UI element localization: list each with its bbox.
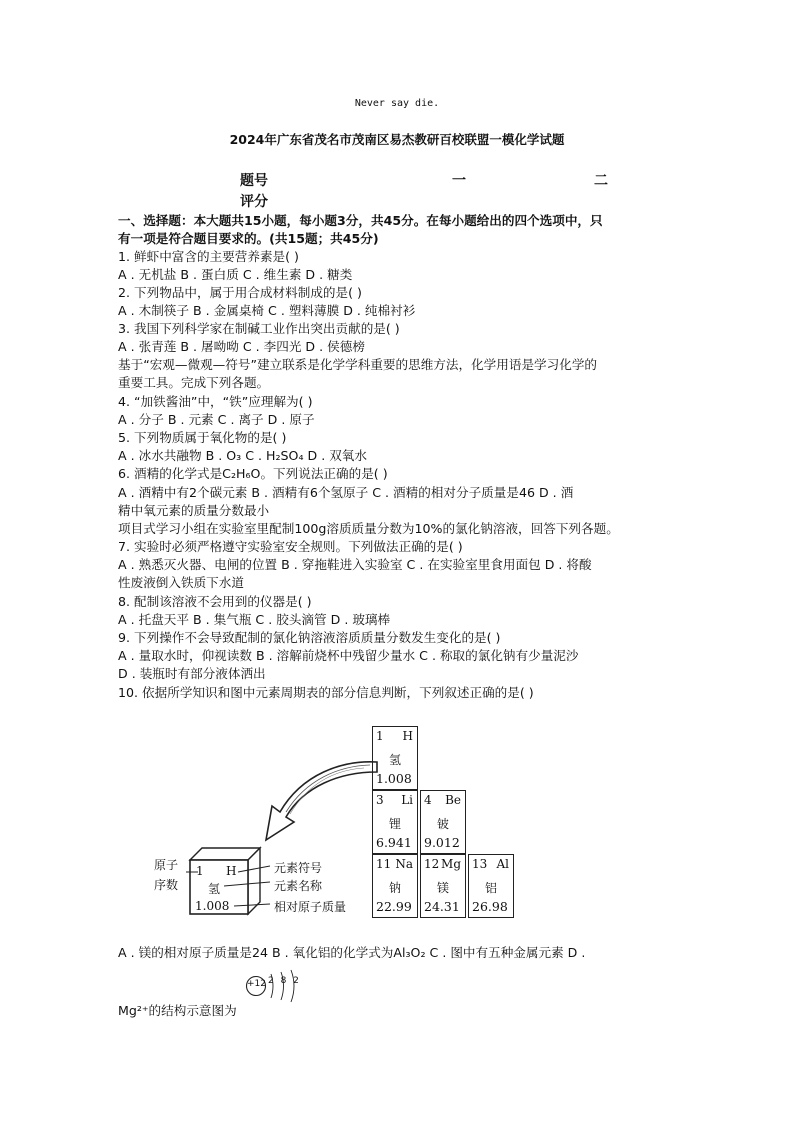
question-line: 2. 下列物品中，属于用合成材料制成的是( ) [118,285,362,300]
question-line: 8. 配制该溶液不会用到的仪器是( ) [118,594,312,609]
score-col-1: 一 [452,173,466,189]
header-motto: Never say die. [354,98,440,109]
question-line: 7. 实验时必须严格遵守实验室安全规则。下列做法正确的是( ) [118,539,463,554]
element-symbol: Be [445,793,461,807]
atomic-number: 11 [376,857,392,871]
ion-structure-diagram [244,966,304,1006]
question-line: 10. 依据所学知识和图中元素周期表的部分信息判断，下列叙述正确的是( ) [118,685,534,700]
atomic-mass: 1.008 [376,771,412,786]
answer-options-line: A . 镁的相对原子质量是24 B . 氧化铝的化学式为Al₃O₂ C . 图中有五种金属元素 D . [118,945,586,960]
atomic-mass: 22.99 [376,899,412,914]
legend-mass-label: 相对原子质量 [274,900,347,914]
electron-shells: 2 8 2 [268,976,301,986]
element-symbol: Li [401,793,413,807]
question-line: A . 张青莲 B . 屠呦呦 C . 李四光 D . 侯德榜 [118,339,365,354]
section-heading-line-1: 一、选择题：本大题共15小题，每小题3分，共45分。在每小题给出的四个选项中，只 [118,213,603,228]
atomic-mass: 6.941 [376,835,412,850]
legend-symbol-label: 元素符号 [274,861,323,875]
question-line: 项目式学习小组在实验室里配制100g溶质质量分数为10%的氯化钠溶液，回答下列各题。 [118,521,619,536]
question-line: 性废液倒入铁质下水道 [118,575,244,590]
ion-caption: Mg²⁺的结构示意图为 [118,1003,237,1018]
question-line: A . 熟悉灭火器、电闸的位置 B . 穿拖鞋进入实验室 C . 在实验室里食用面包 D . 将酸 [118,557,592,572]
question-line: A . 冰水共融物 B . O₃ C . H₂SO₄ D . 双氧水 [118,448,367,463]
element-cell-al [468,854,514,918]
question-line: 1. 鲜虾中富含的主要营养素是( ) [118,249,299,264]
atomic-number: 13 [472,857,488,871]
element-cell-be [420,790,466,854]
atomic-number: 12 [424,857,440,871]
nucleus-charge: +12 [247,979,266,989]
question-line: A . 无机盐 B . 蛋白质 C . 维生素 D . 糖类 [118,267,353,282]
legend-name-label: 元素名称 [274,879,323,893]
question-line: 精中氧元素的质量分数最小 [118,503,270,518]
score-col-2: 二 [594,173,608,189]
question-line: 重要工具。完成下列各题。 [118,375,270,390]
score-row-label: 评分 [240,194,268,210]
element-symbol: H [402,729,413,743]
atomic-number: 3 [376,793,384,807]
atomic-number: 4 [424,793,432,807]
curved-arrow-icon [252,754,382,844]
legend-cell-number: 1 [196,864,204,878]
legend-cell-symbol: H [226,864,237,878]
question-line: 9. 下列操作不会导致配制的氯化钠溶液溶质质量分数发生变化的是( ) [118,630,501,645]
question-line: A . 量取水时，仰视读数 B . 溶解前烧杯中残留少量水 C . 称取的氯化钠有少量泥沙 [118,648,579,663]
legend-atomic-number-label-1: 原子 [154,858,179,872]
question-line: 4. “加铁酱油”中，“铁”应理解为( ) [118,394,313,409]
question-line: 5. 下列物质属于氧化物的是( ) [118,430,287,445]
periodic-table-figure [140,722,520,922]
element-name: 铍 [436,817,449,831]
question-line: 基于“宏观—微观—符号”建立联系是化学学科重要的思维方法，化学用语是学习化学的 [118,357,598,372]
atomic-mass: 24.31 [424,899,460,914]
legend-cell-mass: 1.008 [195,899,230,913]
element-symbol: Na [395,857,413,871]
atomic-number: 1 [376,729,384,743]
exam-title: 2024年广东省茂名市茂南区易杰教研百校联盟一模化学试题 [229,132,565,147]
legend-atomic-number-label-2: 序数 [154,878,179,892]
element-cell-h [372,726,418,790]
score-col-label: 题号 [240,173,268,189]
element-name: 镁 [436,881,449,895]
question-line: A . 酒精中有2个碳元素 B . 酒精有6个氢原子 C . 酒精的相对分子质量是46 D . 酒 [118,485,574,500]
question-line: 6. 酒精的化学式是C₂H₆O。下列说法正确的是( ) [118,466,388,481]
question-line: A . 分子 B . 元素 C . 离子 D . 原子 [118,412,315,427]
element-name: 钠 [388,881,401,895]
atomic-mass: 9.012 [424,835,460,850]
element-name: 锂 [388,817,401,831]
question-line: 3. 我国下列科学家在制碱工业作出突出贡献的是( ) [118,321,400,336]
element-symbol: Al [496,857,509,871]
question-line: A . 托盘天平 B . 集气瓶 C . 胶头滴管 D . 玻璃棒 [118,612,391,627]
element-name: 铝 [484,881,497,895]
element-symbol: Mg [441,857,461,871]
atomic-mass: 26.98 [472,899,508,914]
section-heading-line-2: 有一项是符合题目要求的。(共15题；共45分) [118,231,379,246]
element-name: 氢 [388,753,401,767]
element-cell-li [372,790,418,854]
element-cell-mg [420,854,466,918]
legend-cell-name: 氢 [208,882,221,896]
question-line: A . 木制筷子 B . 金属桌椅 C . 塑料薄膜 D . 纯棉衬衫 [118,303,416,318]
question-line: D . 装瓶时有部分液体洒出 [118,666,266,681]
